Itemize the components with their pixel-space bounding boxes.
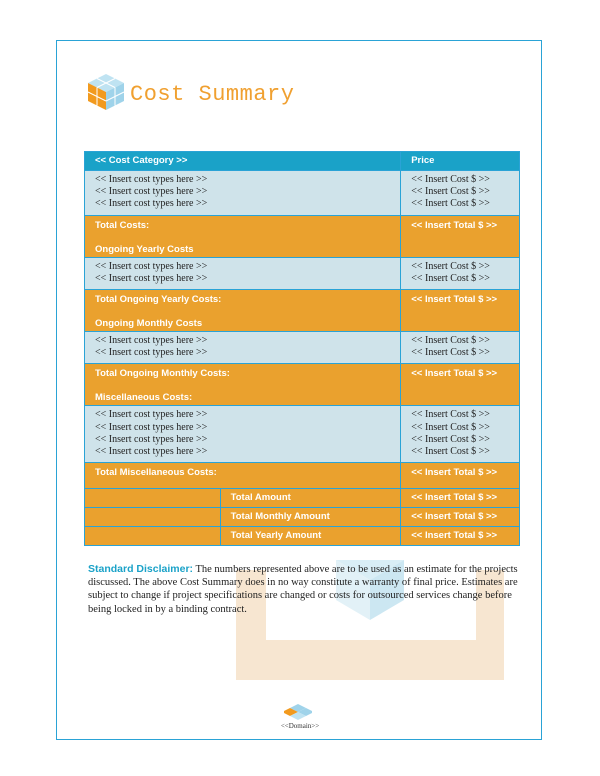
cost-prices (401, 406, 520, 463)
grand-total-value: << Insert Total $ >> (401, 508, 520, 527)
page-title: Cost Summary (130, 82, 295, 107)
section-total-label: Total Ongoing Monthly Costs: (95, 368, 230, 380)
grand-total-label: Total Amount (220, 489, 401, 508)
cost-price: << Insert Cost $ >> (411, 446, 490, 458)
cost-item: << Insert cost types here >> (95, 272, 208, 284)
cost-item: << Insert cost types here >> (95, 347, 208, 359)
cost-item: << Insert cost types here >> (95, 421, 208, 433)
header-category: << Cost Category >> (85, 152, 401, 171)
table-row (85, 257, 520, 289)
cost-item: << Insert cost types here >> (95, 198, 208, 210)
cost-price: << Insert Cost $ >> (411, 409, 490, 421)
section-total-row (85, 290, 520, 332)
cost-item: << Insert cost types here >> (95, 174, 208, 185)
section-total-label: Total Costs: (95, 219, 150, 231)
cost-prices (401, 171, 520, 216)
grand-total-row (85, 527, 520, 546)
cost-items (85, 406, 401, 463)
cost-price: << Insert Cost $ >> (411, 347, 490, 359)
cost-price: << Insert Cost $ >> (411, 421, 490, 433)
table-row (85, 171, 520, 216)
cost-items (85, 257, 401, 289)
grand-total-label: Total Monthly Amount (220, 508, 401, 527)
section-total-value: << Insert Total $ >> (401, 290, 520, 332)
table-row (85, 406, 520, 463)
section-total-row (85, 463, 520, 489)
section-total-label: Total Miscellaneous Costs: (85, 463, 401, 489)
section-heading: Ongoing Yearly Costs (95, 243, 194, 255)
cost-prices (401, 332, 520, 364)
cost-price: << Insert Cost $ >> (411, 174, 490, 185)
cost-prices (401, 257, 520, 289)
grand-total-row (85, 489, 520, 508)
cost-items (85, 171, 401, 216)
section-total-value: << Insert Total $ >> (401, 364, 520, 406)
disclaimer-text: The numbers represented above are to be used as an estimate for the projects discussed. The above Cost Summary does in no way constitute a warranty of final price. Estimates are subject to change if project specifications are changed or costs for outsourced services change before being locked in by a binding contract. (88, 564, 518, 615)
disclaimer-label: Standard Disclaimer: (88, 563, 194, 575)
cost-price: << Insert Cost $ >> (411, 433, 490, 445)
cost-price: << Insert Cost $ >> (411, 272, 490, 284)
grand-total-label: Total Yearly Amount (220, 527, 401, 546)
section-total-row (85, 364, 520, 406)
cost-items (85, 332, 401, 364)
grand-total-value: << Insert Total $ >> (401, 527, 520, 546)
table-row (85, 332, 520, 364)
cost-item: << Insert cost types here >> (95, 409, 208, 421)
cost-price: << Insert Cost $ >> (411, 186, 490, 198)
cost-item: << Insert cost types here >> (95, 335, 208, 347)
cost-summary-table (84, 151, 520, 546)
header-price: Price (401, 152, 520, 171)
footer-domain: <<Domain>> (280, 722, 320, 730)
cube-logo-icon (86, 72, 126, 112)
cost-item: << Insert cost types here >> (95, 433, 208, 445)
diamond-logo-icon (284, 704, 312, 720)
section-heading: Ongoing Monthly Costs (95, 318, 203, 330)
section-total-row (85, 215, 520, 257)
cost-item: << Insert cost types here >> (95, 260, 208, 272)
section-total-value: << Insert Total $ >> (401, 463, 520, 489)
section-total-value: << Insert Total $ >> (401, 215, 520, 257)
table-header-row (85, 152, 520, 171)
grand-total-value: << Insert Total $ >> (401, 489, 520, 508)
cost-price: << Insert Cost $ >> (411, 198, 490, 210)
section-heading: Miscellaneous Costs: (95, 392, 193, 404)
section-total-label: Total Ongoing Yearly Costs: (95, 294, 222, 306)
cost-item: << Insert cost types here >> (95, 186, 208, 198)
disclaimer (88, 563, 518, 616)
cost-price: << Insert Cost $ >> (411, 260, 490, 272)
grand-total-row (85, 508, 520, 527)
cost-price: << Insert Cost $ >> (411, 335, 490, 347)
cost-item: << Insert cost types here >> (95, 446, 208, 458)
